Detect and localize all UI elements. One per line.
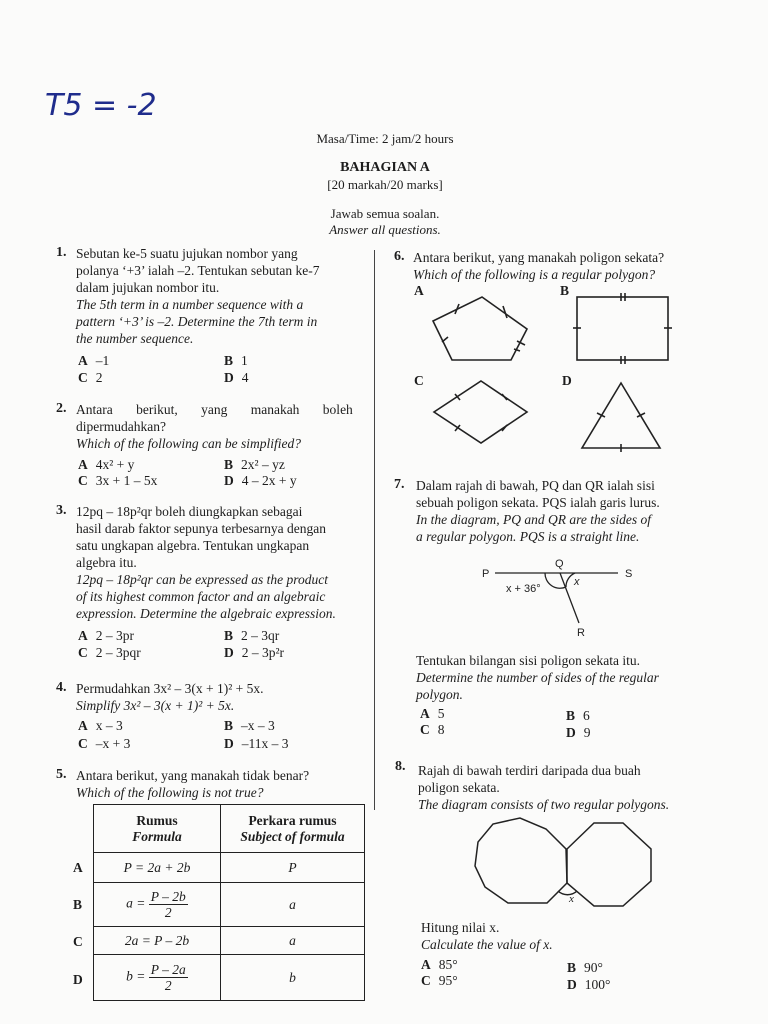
q7-option-b[interactable]: B 6 — [566, 708, 590, 723]
marks-line: [20 markah/20 marks] — [327, 177, 443, 192]
q7-en-line: a regular polygon. PQS is a straight line. — [416, 529, 640, 544]
q1-en-line: The 5th term in a number sequence with a — [76, 297, 304, 312]
q4-option-b[interactable]: B –x – 3 — [224, 718, 275, 733]
q5-subject-d: b — [221, 955, 365, 1001]
q5-row-a[interactable] — [94, 853, 365, 883]
q3-option-d[interactable]: D 2 – 3p²r — [224, 645, 285, 660]
q5-row-label-b: B — [73, 897, 83, 912]
q7-number: 7. — [394, 477, 405, 492]
q8-en2-line: Calculate the value of x. — [421, 937, 553, 952]
q7-ms-line: Dalam rajah di bawah, PQ dan QR ialah sisi — [416, 478, 655, 493]
q2-option-c[interactable]: C 3x + 1 – 5x — [78, 473, 158, 488]
q7-option-a[interactable]: A 5 — [420, 706, 445, 721]
q8-text — [418, 762, 718, 813]
q6-ms-line: Antara berikut, yang manakah poligon sekata? — [413, 250, 665, 265]
q5-table-header — [94, 805, 365, 853]
q3-ms-line: algebra itu. — [76, 555, 137, 570]
q5-subject-b: a — [221, 883, 365, 927]
q6-label-c[interactable]: C — [414, 373, 424, 388]
q5-formula-a: P = 2a + 2b — [94, 853, 221, 883]
q8-label-x: x — [569, 893, 574, 905]
q3-option-a[interactable]: A 2 – 3pr — [78, 628, 134, 643]
q4-option-d[interactable]: D –11x – 3 — [224, 736, 289, 751]
q7-en-line: In the diagram, PQ and QR are the sides of — [416, 512, 651, 527]
section-title: BAHAGIAN A — [340, 160, 430, 175]
q4-number: 4. — [56, 680, 67, 695]
q4-ms-line: Permudahkan 3x² – 3(x + 1)² + 5x. — [76, 681, 264, 696]
q7-question — [416, 652, 716, 703]
q6-rectangle — [573, 293, 672, 364]
q5-en-line: Which of the following is not true? — [76, 785, 264, 800]
q7-en2-line: polygon. — [416, 687, 463, 702]
q5-header-subject: Perkara rumus Subject of formula — [221, 805, 365, 853]
q8-ms-line: poligon sekata. — [418, 780, 500, 795]
q1-option-a[interactable]: A –1 — [78, 353, 110, 368]
q2-text — [76, 401, 361, 452]
q5-row-label-c: C — [73, 934, 83, 949]
q5-subject-a: P — [221, 853, 365, 883]
q6-pentagon — [433, 297, 527, 360]
q3-ms-line: satu ungkapan algebra. Tentukan ungkapan — [76, 538, 310, 553]
q3-en-line: 12pq – 18p²qr can be expressed as the product — [76, 572, 329, 587]
q6-number: 6. — [394, 249, 405, 264]
q5-header-formula: Rumus Formula — [94, 805, 221, 853]
q7-label-p: P — [482, 568, 490, 580]
q7-ms-line: sebuah poligon sekata. PQS ialah garis lurus. — [416, 495, 660, 510]
q7-text — [416, 477, 716, 545]
q8-ms-line: Rajah di bawah terdiri daripada dua buah — [418, 763, 641, 778]
q3-en-line: expression. Determine the algebraic expression. — [76, 606, 336, 621]
q1-en-line: the number sequence. — [76, 331, 194, 346]
q6-label-d[interactable]: D — [562, 373, 572, 388]
q7-option-c[interactable]: C 8 — [420, 722, 445, 737]
q8-decagon-left — [475, 818, 567, 903]
q3-ms-line: hasil darab faktor sepunya terbesarnya dengan — [76, 521, 327, 536]
q6-en-line: Which of the following is a regular polygon? — [413, 267, 656, 282]
q7-en2-line: Determine the number of sides of the regular — [416, 670, 659, 685]
q5-ms-line: Antara berikut, yang manakah tidak benar? — [76, 768, 310, 783]
q2-en-line: Which of the following can be simplified? — [76, 436, 301, 451]
q1-option-b[interactable]: B 1 — [224, 353, 248, 368]
q5-subject-c: a — [221, 927, 365, 955]
q6-text — [413, 249, 713, 283]
q8-question — [421, 919, 721, 953]
q2-ms-line: Antara berikut, yang manakah boleh — [76, 402, 353, 417]
q2-ms-line: dipermudahkan? — [76, 419, 166, 434]
q8-number: 8. — [395, 759, 406, 774]
q4-en-line: Simplify 3x² – 3(x + 1)² + 5x. — [76, 698, 235, 713]
q4-option-c[interactable]: C –x + 3 — [78, 736, 131, 751]
q5-row-d[interactable] — [94, 955, 365, 1001]
q8-option-d[interactable]: D 100° — [567, 977, 611, 992]
q1-number: 1. — [56, 245, 67, 260]
q8-option-a[interactable]: A 85° — [421, 957, 458, 972]
q1-option-c[interactable]: C 2 — [78, 370, 103, 385]
q3-option-b[interactable]: B 2 – 3qr — [224, 628, 280, 643]
q2-option-d[interactable]: D 4 – 2x + y — [224, 473, 297, 488]
q3-en-line: of its highest common factor and an algebraic — [76, 589, 326, 604]
q1-ms-line: dalam jujukan nombor itu. — [76, 280, 220, 295]
q1-text — [76, 245, 361, 347]
q2-option-b[interactable]: B 2x² – yz — [224, 457, 285, 472]
q1-ms-line: Sebutan ke-5 suatu jujukan nombor yang — [76, 246, 298, 261]
q1-option-d[interactable]: D 4 — [224, 370, 249, 385]
q7-label-q: Q — [555, 558, 564, 570]
q5-formula-b: a = $\frac{P - 2b}{2}$ — [94, 883, 221, 927]
q2-option-a[interactable]: A 4x² + y — [78, 457, 135, 472]
q3-number: 3. — [56, 503, 67, 518]
q8-octagon-right — [567, 823, 651, 906]
q8-option-b[interactable]: B 90° — [567, 960, 603, 975]
q5-number: 5. — [56, 767, 67, 782]
q7-label-s: S — [625, 568, 633, 580]
q7-line-qr — [560, 573, 579, 623]
q7-label-r: R — [577, 627, 585, 639]
q5-row-label-a: A — [73, 860, 83, 875]
time-line: Masa/Time: 2 jam/2 hours — [316, 131, 454, 146]
q3-text — [76, 503, 366, 622]
q7-label-angle: x + 36° — [506, 583, 541, 595]
q7-label-x: x — [574, 576, 580, 588]
q5-row-b[interactable] — [94, 883, 365, 927]
q7-arc-angle — [545, 573, 566, 588]
q2-number: 2. — [56, 401, 67, 416]
q5-formula-d: b = $\frac{P - 2a}{2}$ — [94, 955, 221, 1001]
q5-formula-table — [93, 804, 365, 1001]
q8-ms2-line: Hitung nilai x. — [421, 920, 500, 935]
q5-formula-c: 2a = P – 2b — [94, 927, 221, 955]
q6-triangle — [582, 383, 660, 452]
q8-option-c[interactable]: C 95° — [421, 973, 458, 988]
q8-en-line: The diagram consists of two regular polygons. — [418, 797, 670, 812]
q1-en-line: pattern ‘+3’ is –2. Determine the 7th term in — [76, 314, 318, 329]
q6-label-b[interactable]: B — [560, 283, 570, 298]
q6-label-a[interactable]: A — [414, 283, 424, 298]
q5-text — [76, 767, 361, 801]
q3-option-c[interactable]: C 2 – 3pqr — [78, 645, 141, 660]
q6-rhombus — [434, 381, 527, 443]
instruction-en: Answer all questions. — [329, 222, 441, 237]
q8-arc-x — [558, 891, 577, 895]
q1-ms-line: polanya ‘+3’ ialah –2. Tentukan sebutan ke-7 — [76, 263, 320, 278]
q3-ms-line: 12pq – 18p²qr boleh diungkapkan sebagai — [76, 504, 303, 519]
q4-option-a[interactable]: A x – 3 — [78, 718, 123, 733]
q5-row-c[interactable] — [94, 927, 365, 955]
q7-ms2-line: Tentukan bilangan sisi poligon sekata itu. — [416, 653, 641, 668]
instruction-ms: Jawab semua soalan. — [330, 206, 440, 221]
q5-row-label-d: D — [73, 972, 83, 987]
q7-option-d[interactable]: D 9 — [566, 725, 591, 740]
column-divider — [374, 250, 375, 810]
handwritten-note: T5 = -2 — [45, 88, 157, 123]
q7-arc-x — [566, 573, 575, 587]
q4-text — [76, 680, 361, 714]
